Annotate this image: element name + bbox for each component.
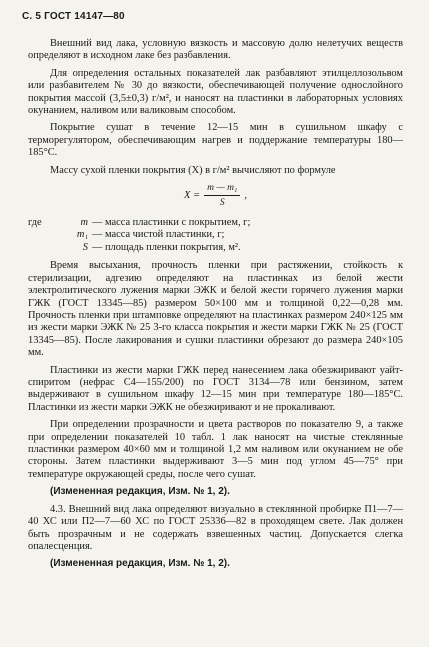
definition-text: — масса пластинки с покрытием, г; [92,216,251,228]
paragraph-test-plates: Время высыхания, прочность пленки при растяжении, стойкость к стерилизации, адгезию определяют на пластинках из белой жести электролитического лужения марки ЭЖК и белой жести горячего лужения марки ГЖК (ГОСТ 13345—85) размером 50×100 мм и толщиной 0,22—0,28 мм. Прочность пленки при штамповке определяют на пластинках размером 240×125 мм из жести марки ЭЖК № 25 3-го класса покрытия и жести марки ГЖК № 25 (ГОСТ 13345—85). После лакирования и сушки пластинки обрезают до размера 240×105 мм. [28,260,403,359]
formula-fraction [204,182,240,210]
definition-symbol: S [82,241,88,253]
definition-lead [28,242,70,255]
paragraph-glass-plates: При определении прозрачности и цвета растворов по показателю 9, а также при определении показателей 10 табл. 1 лак наносят на чистые стеклянные пластинки размером 40×60 мм и толщиной 1,2 мм наливом или окунанием не обе стороны. Затем пластинки выдерживают 3—5 мин под углом 45—75° при температуре окружающей среды, после чего сушат. [28,419,403,480]
page-header: С. 5 ГОСТ 14147—80 [22,11,125,22]
paragraph-degreasing: Пластинки из жести марки ГЖК перед нанесением лака обезжиривают уайт-спиритом (нефрас С4—155/200) по ГОСТ 3134—78 или бензином, затем выдерживают в сушильном шкафу 12—15 мин при температуре 180—185°С. Пластинки из жести марки ЭЖК не обезжиривают и не прокаливают. [28,364,403,413]
formula-denominator: S [219,198,225,209]
paragraph-formula-intro: Массу сухой пленки покрытия (X) в г/м² вычисляют по формуле [50,164,336,176]
definition-lead: где [28,216,42,228]
definition-row [28,242,403,255]
definition-symbol: m₁ [76,229,88,241]
formula-numerator: m — m₁ [204,182,240,196]
paragraph-drying: Покрытие сушат в течение 12—15 мин в сушильном шкафу с терморегулятором, обеспечивающим нагрев и поддержание температуры 180—185°С. [28,122,403,159]
definition-text: — масса чистой пластинки, г; [92,229,225,241]
definition-text: — площадь пленки покрытия, м². [92,241,241,253]
formula-definitions [28,217,403,255]
body-text [28,38,403,576]
paragraph-visual-check: 4.3. Внешний вид лака определяют визуально в стеклянной пробирке П1—7—40 ХС или П2—7—60 ХС по ГОСТ 25336—82 в проходящем свете. Лак должен быть прозрачным и не содержать взвешенных частиц. Допускается слегка опалесценция. [28,503,403,552]
paragraph-dilution: Для определения остальных показателей лак разбавляют этилцеллозольвом или разбавителем № 30 до вязкости, обеспечивающей получение однослойного покрытия массой (3,5±0,3) г/м², и наносят на пластинки в лабораторных условиях окунанием, наливом или валиковым способом. [28,67,403,117]
definition-row [28,217,403,230]
paragraph-appearance: Внешний вид лака, условную вязкость и массовую долю нелетучих веществ определяют в исходном лаке без разбавления. [28,38,403,62]
definition-symbol: m [80,216,88,228]
definition-lead [28,229,70,242]
formula-lhs: X = [184,189,201,201]
definition-row [28,229,403,242]
revision-note: (Измененная редакция, Изм. № 1, 2). [50,558,230,570]
formula-tail: , [244,189,247,201]
revision-note: (Измененная редакция, Изм. № 1, 2). [50,486,230,498]
mass-formula [28,182,403,210]
